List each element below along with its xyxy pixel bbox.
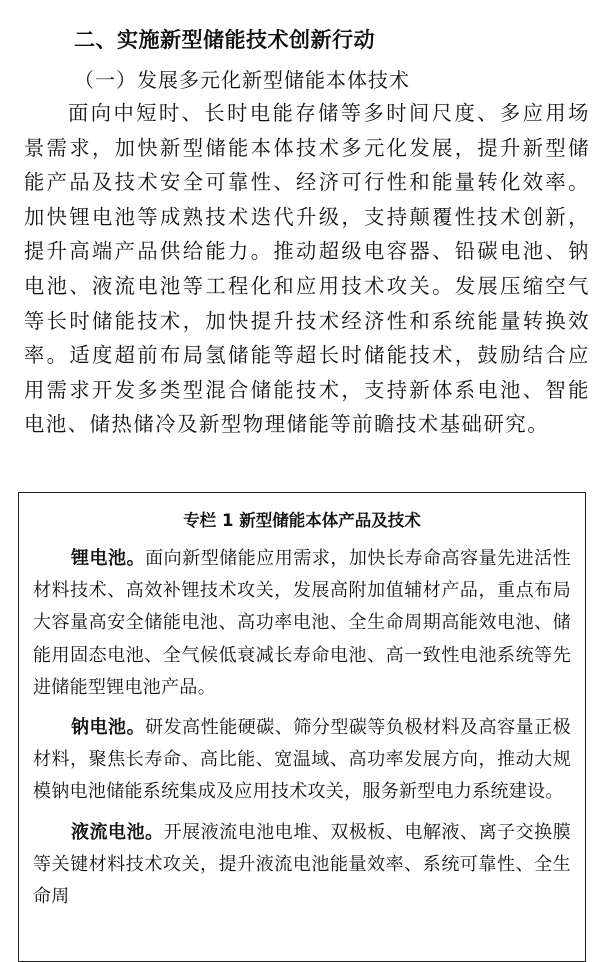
box-item-flow-battery xyxy=(33,817,571,914)
box-item-term: 钠电池。 xyxy=(71,717,146,739)
body-paragraph: 面向中短时、长时电能存储等多时间尺度、多应用场景需求，加快新型储能本体技术多元化发展，提升新型储能产品及技术安全可靠性、经济可行性和能量转化效率。加快锂电池等成熟技术迭代升级，支持颠覆性技术创新，提升高端产品供给能力。推动超级电容器、铅碳电池、钠电池、液流电池等工程化和应用技术攻关。发展压缩空气等长时储能技术，加快提升技术经济性和系统能量转换效率。适度超前布局氢储能等超长时储能技术，鼓励结合应用需求开发多类型混合储能技术，支持新体系电池、智能电池、储热储冷及新型物理储能等前瞻技术基础研究。 xyxy=(24,101,590,437)
box-item-sodium xyxy=(33,712,571,809)
section-heading: 二、实施新型储能技术创新行动 xyxy=(74,28,375,52)
box-item-text: 开展液流电池电堆、双极板、电解液、离子交换膜等关键材料技术攻关，提升液流电池能量效率、系统可靠性、全生命周 xyxy=(33,821,571,908)
box-content xyxy=(33,543,571,921)
box-item-term: 液流电池。 xyxy=(71,821,164,843)
box-title: 专栏 1 新型储能本体产品及技术 xyxy=(183,511,421,530)
box-item-text: 研发高性能硬碳、筛分型碳等负极材料及高容量正极材料，聚焦长寿命、高比能、宽温域、高功率发展方向，推动大规模钠电池储能系统集成及应用技术攻关，服务新型电力系统建设。 xyxy=(33,717,571,803)
sub-heading: （一）发展多元化新型储能本体技术 xyxy=(74,68,410,92)
box-item-lithium xyxy=(33,543,571,704)
box-item-text: 面向新型储能应用需求，加快长寿命高容量先进活性材料技术、高效补锂技术攻关，发展高附加值辅材产品，重点布局大容量高安全储能电池、高功率电池、全生命周期高能效电池、储能用固态电池、全气候低衰减长寿命电池、高一致性电池系统等先进储能型锂电池产品。 xyxy=(33,548,571,698)
box-item-term: 锂电池。 xyxy=(71,548,146,569)
sidebar-box xyxy=(18,492,586,962)
